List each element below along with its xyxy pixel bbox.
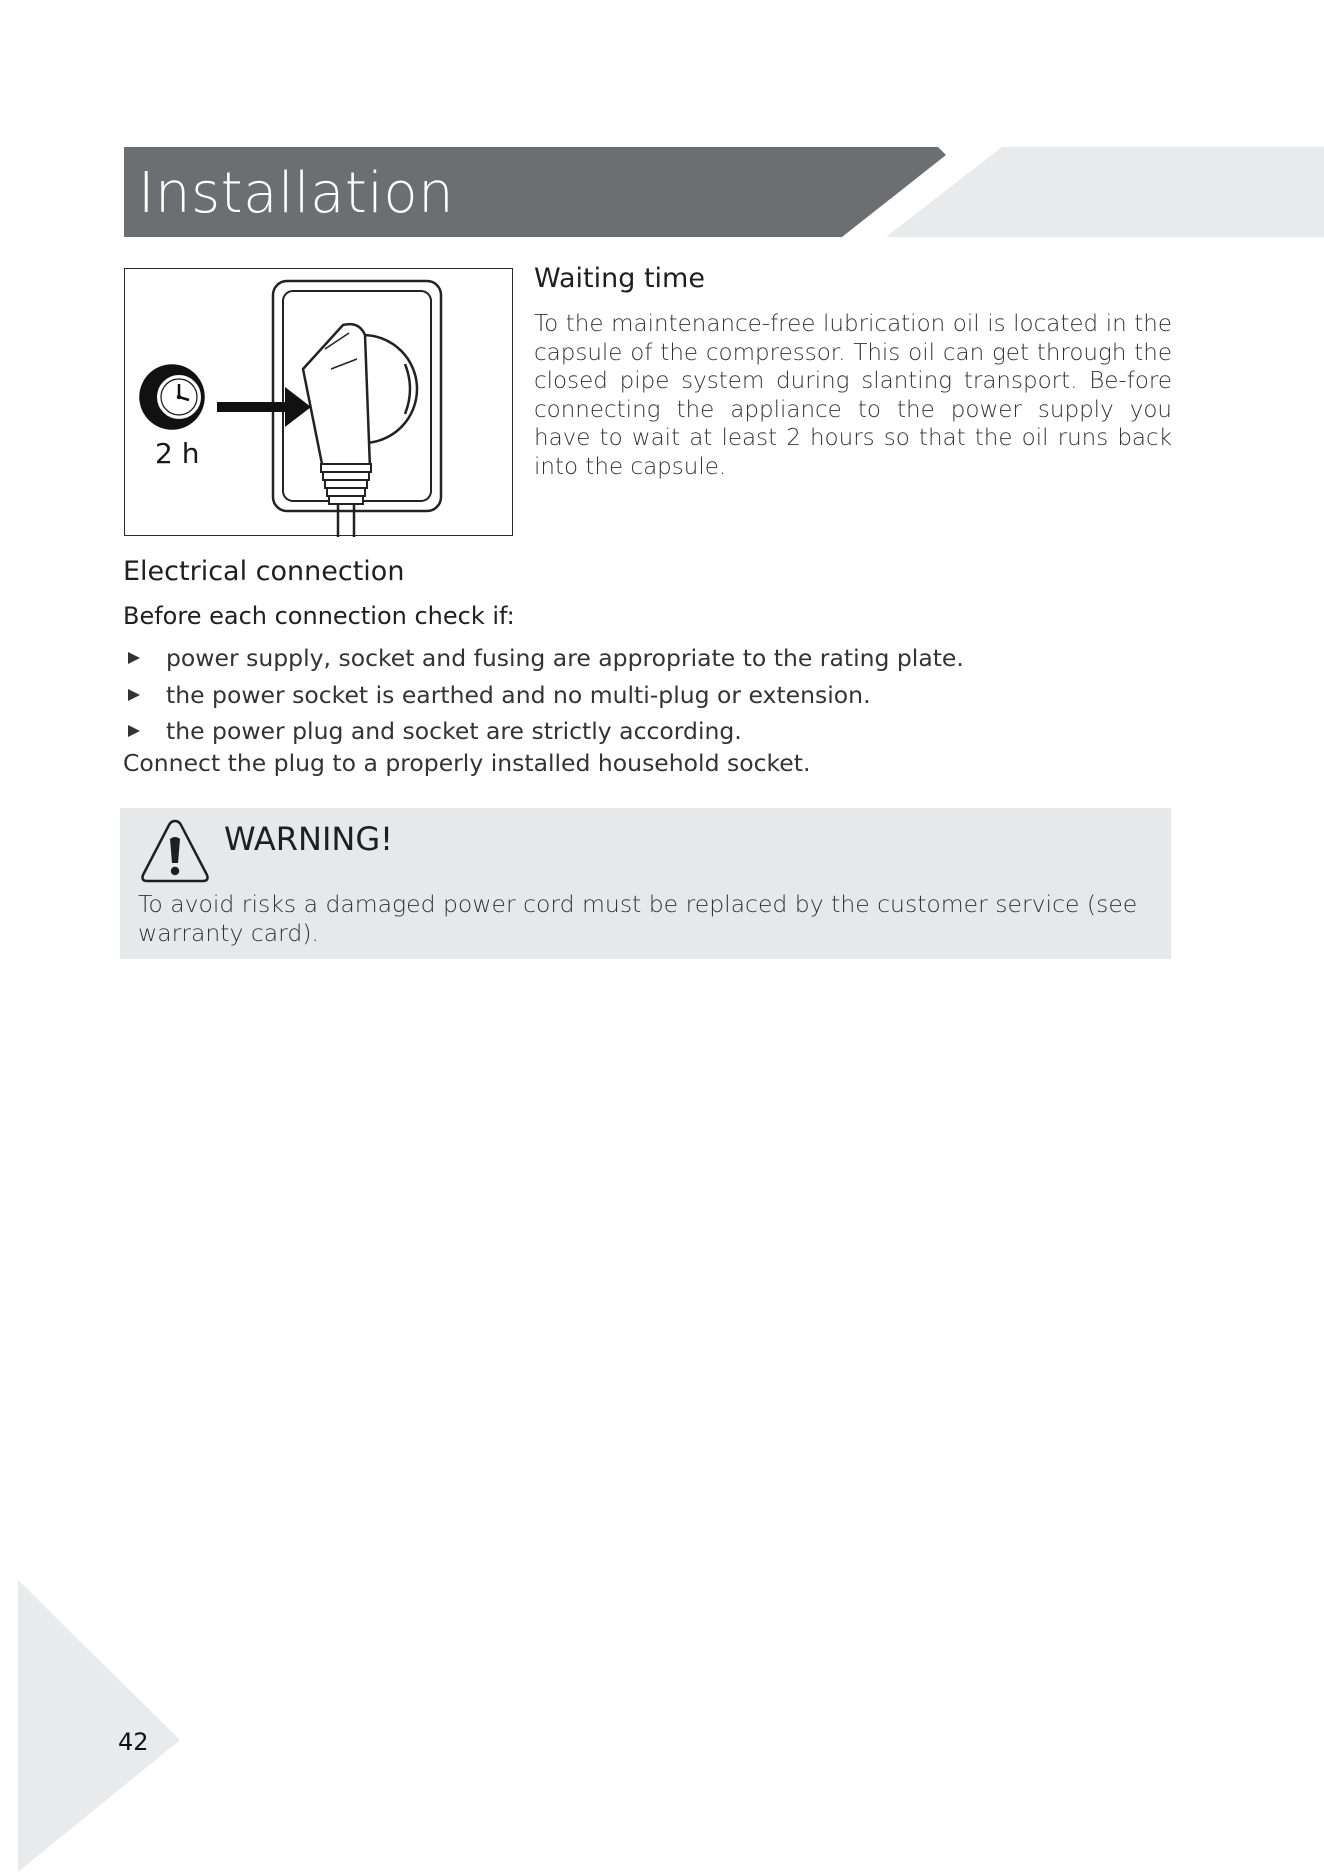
arrow-shaft: [217, 402, 287, 412]
list-item: the power plug and socket are strictly according.: [123, 713, 964, 750]
warning-triangle-icon: [139, 817, 211, 885]
list-item: the power socket is earthed and no multi-plug or extension.: [123, 677, 964, 714]
plug-body: [303, 324, 370, 469]
warning-text: To avoid risks a damaged power cord must be replaced by the customer service (see warranty card).: [138, 890, 1138, 947]
page-title: Installation: [138, 161, 455, 226]
plug-socket-illustration: [124, 268, 513, 536]
waiting-time-text: To the maintenance-free lubrication oil is located in the capsule of the compressor. This oil can get through the closed pipe system during slanting transport. Be-fore connecting the appliance to the power supply you have to wait at least 2 hours so that the oil runs back into the capsule.: [534, 311, 1172, 480]
waiting-time-heading: Waiting time: [534, 263, 705, 294]
list-item: power supply, socket and fusing are appropriate to the rating plate.: [123, 640, 964, 677]
connect-instruction: Connect the plug to a properly installed household socket.: [123, 749, 811, 777]
page-number: 42: [118, 1728, 149, 1756]
header-light-tab: [886, 147, 1324, 237]
check-heading: Before each connection check if:: [123, 602, 515, 630]
plug-cable: [338, 504, 354, 537]
check-list: [123, 640, 964, 750]
warning-box: [120, 808, 1171, 959]
page-number-tab: [0, 1580, 200, 1872]
bullet-triangle-icon: [128, 725, 140, 737]
plug-socket-drawing: [125, 269, 514, 537]
clock-icon: [139, 364, 205, 430]
bullet-triangle-icon: [128, 652, 140, 664]
electrical-connection-heading: Electrical connection: [123, 556, 405, 587]
wait-duration-label: 2 h: [155, 437, 200, 470]
warning-title: WARNING!: [224, 820, 393, 858]
bullet-triangle-icon: [128, 689, 140, 701]
